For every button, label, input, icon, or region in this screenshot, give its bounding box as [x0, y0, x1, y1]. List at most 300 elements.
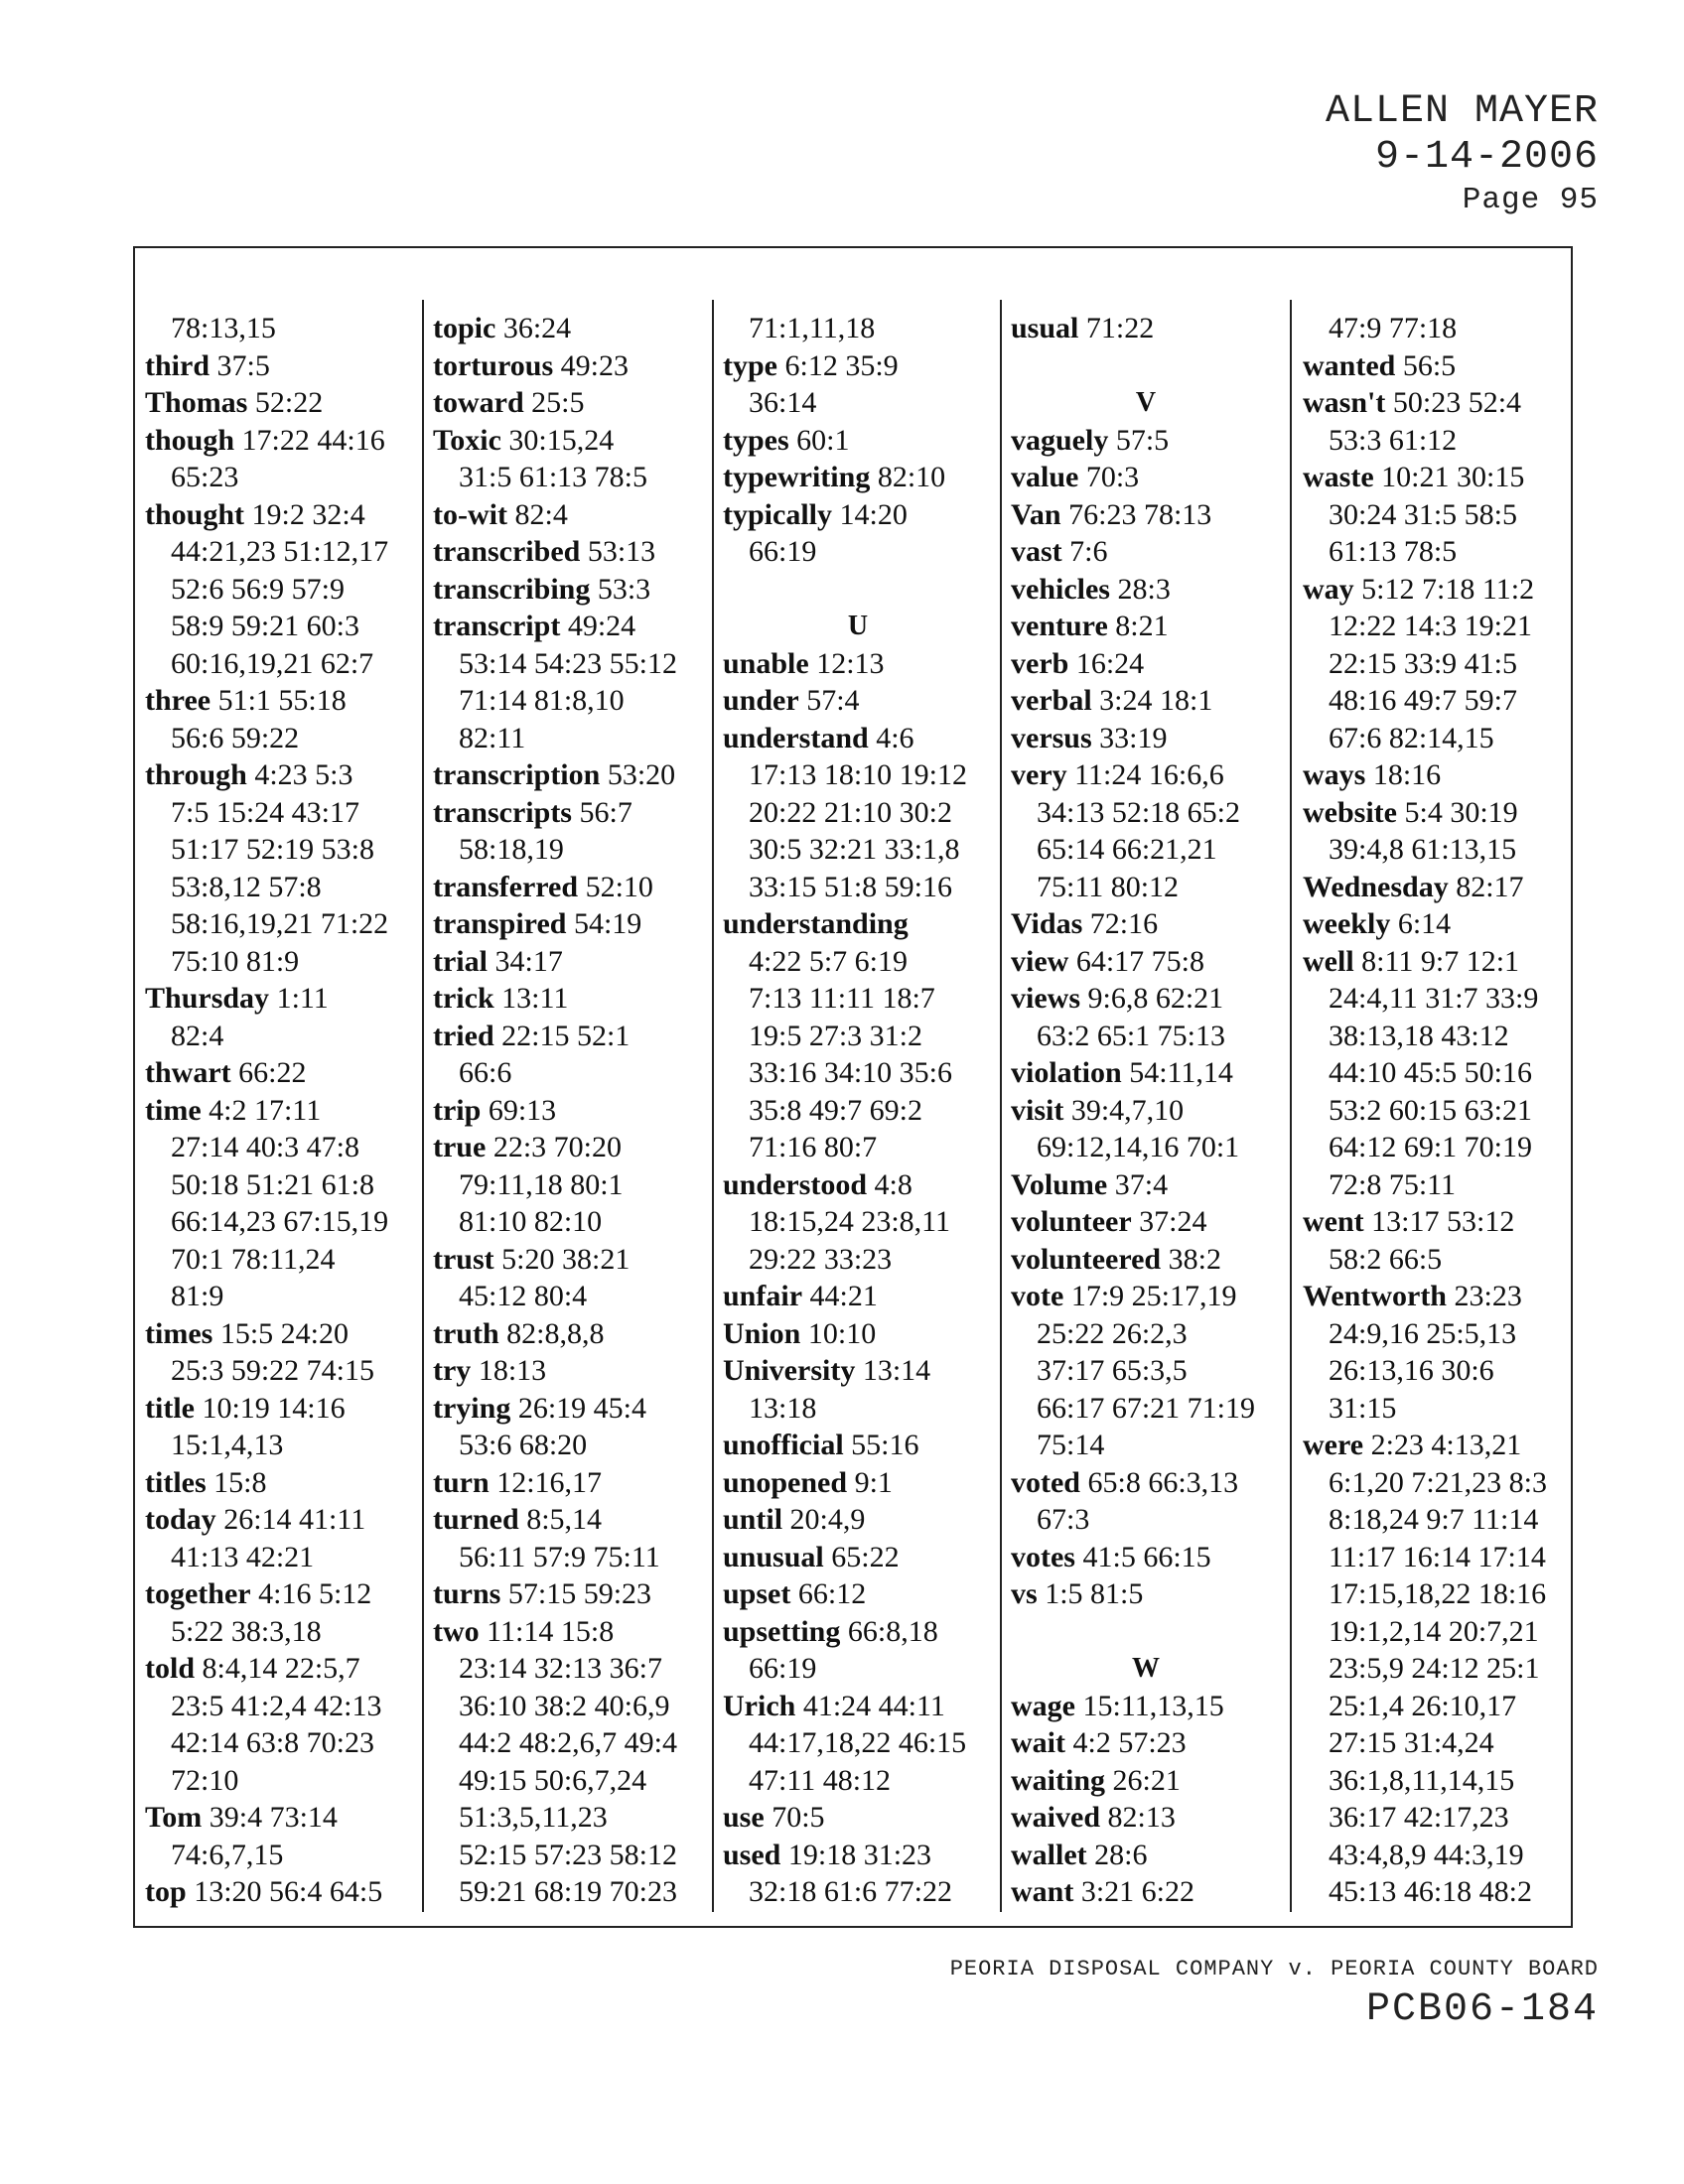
page-line-refs: 54:19 [573, 907, 642, 940]
index-term: wallet [1011, 1838, 1087, 1871]
index-continuation: 33:15 51:8 59:16 [749, 870, 953, 903]
index-entry [433, 756, 703, 794]
index-continuation: 7:13 11:11 18:7 [749, 982, 935, 1015]
index-term: Thomas [145, 386, 248, 419]
index-term: transpired [433, 907, 567, 940]
page-line-refs: 8:11 9:7 12:1 [1361, 944, 1520, 978]
index-entry [145, 1315, 415, 1353]
index-continuation: 63:2 65:1 75:13 [1037, 1019, 1226, 1052]
index-entry [433, 1390, 703, 1428]
index-term: views [1011, 982, 1080, 1015]
index-continuation: 75:10 81:9 [171, 944, 300, 978]
index-term: true [433, 1131, 487, 1163]
page-line-refs: 23:23 [1454, 1280, 1522, 1312]
index-continuation: 44:17,18,22 46:15 [749, 1726, 967, 1759]
page-line-refs: 37:24 [1139, 1205, 1207, 1238]
index-entry [723, 1575, 993, 1613]
page-line-refs: 19:18 31:23 [787, 1838, 932, 1871]
index-term: today [145, 1503, 216, 1536]
index-column-1 [145, 310, 415, 1911]
page-line-refs: 14:20 [839, 497, 908, 531]
index-term: typewriting [723, 461, 871, 493]
index-term: Union [723, 1316, 801, 1350]
index-continuation: 36:17 42:17,23 [1329, 1801, 1509, 1834]
page-line-refs: 10:19 14:16 [202, 1391, 346, 1425]
index-entry [1011, 1837, 1281, 1874]
index-entry [1011, 608, 1281, 645]
index-term: unable [723, 646, 809, 680]
index-entry [1011, 533, 1281, 571]
index-continuation: 67:3 [1037, 1503, 1090, 1536]
index-entry [1011, 1799, 1281, 1837]
index-entry [723, 905, 993, 943]
index-entry [723, 1352, 993, 1390]
page-line-refs: 54:11,14 [1129, 1056, 1233, 1089]
index-entry [1011, 720, 1281, 757]
index-term: thought [145, 497, 245, 531]
index-entry [723, 1427, 993, 1464]
index-continuation: 39:4,8 61:13,15 [1329, 833, 1517, 866]
index-term: Thursday [145, 982, 270, 1015]
index-column-3 [723, 310, 993, 1911]
index-term: Toxic [433, 423, 501, 457]
index-entry [1303, 347, 1573, 385]
index-entry [1011, 645, 1281, 683]
index-term: upsetting [723, 1614, 841, 1648]
index-continuation: 58:16,19,21 71:22 [171, 907, 389, 940]
index-continuation: 27:14 40:3 47:8 [171, 1131, 360, 1163]
index-continuation: 43:4,8,9 44:3,19 [1329, 1838, 1524, 1871]
index-entry [433, 496, 703, 534]
page-line-refs: 13:20 56:4 64:5 [194, 1875, 383, 1908]
page-line-refs: 30:15,24 [508, 423, 615, 457]
index-term: vehicles [1011, 572, 1110, 606]
page-line-refs: 12:13 [816, 646, 885, 680]
index-continuation: 75:14 [1037, 1429, 1105, 1461]
page-line-refs: 37:5 [216, 348, 270, 382]
index-entry [433, 1464, 703, 1502]
index-entry [1303, 869, 1573, 906]
index-term: titles [145, 1465, 207, 1499]
index-continuation: 49:15 50:6,7,24 [459, 1763, 647, 1797]
section-letter-heading: W [1132, 1653, 1160, 1684]
index-term: to-wit [433, 497, 507, 531]
index-entry [433, 980, 703, 1018]
index-entry [723, 1539, 993, 1576]
page-line-refs: 57:4 [806, 684, 860, 717]
index-continuation: 35:8 49:7 69:2 [749, 1093, 923, 1127]
page-line-refs: 18:16 [1372, 758, 1442, 791]
index-term: Wednesday [1303, 870, 1449, 903]
index-entry [723, 1688, 993, 1725]
index-continuation: 19:1,2,14 20:7,21 [1329, 1614, 1539, 1648]
index-entry [145, 980, 415, 1018]
index-term: transcripts [433, 795, 572, 829]
page-line-refs: 15:5 24:20 [219, 1316, 349, 1350]
index-term: Wentworth [1303, 1280, 1447, 1312]
index-entry [433, 1018, 703, 1055]
index-term: understanding [723, 907, 909, 940]
page-line-refs: 3:21 6:22 [1080, 1875, 1195, 1908]
index-term: transcript [433, 610, 561, 642]
index-continuation: 56:6 59:22 [171, 721, 300, 754]
page-line-refs: 65:22 [831, 1540, 900, 1573]
index-entry [1011, 1575, 1281, 1613]
index-term: turned [433, 1503, 519, 1536]
index-entry [145, 756, 415, 794]
page-line-refs: 5:12 7:18 11:2 [1361, 572, 1535, 606]
index-term: title [145, 1391, 195, 1425]
index-entry [723, 682, 993, 720]
index-entry [145, 1799, 415, 1837]
index-term: way [1303, 572, 1354, 606]
index-continuation: 71:1,11,18 [749, 312, 876, 344]
page-line-refs: 26:21 [1112, 1763, 1181, 1797]
index-term: waived [1011, 1801, 1100, 1834]
index-continuation: 47:9 77:18 [1329, 312, 1458, 344]
index-term: versus [1011, 721, 1092, 754]
index-continuation: 58:9 59:21 60:3 [171, 610, 360, 642]
index-term: unusual [723, 1540, 824, 1573]
index-entry [1011, 1092, 1281, 1130]
page-line-refs: 49:24 [567, 610, 636, 642]
page-line-refs: 34:17 [494, 944, 563, 978]
index-entry [723, 1278, 993, 1315]
index-entry [433, 1129, 703, 1166]
index-term: transcription [433, 758, 601, 791]
page-line-refs: 6:12 35:9 [784, 348, 899, 382]
index-continuation: 45:12 80:4 [459, 1280, 588, 1312]
index-entry [723, 645, 993, 683]
page-line-refs: 4:8 [874, 1167, 912, 1201]
column-divider [712, 300, 714, 1912]
index-continuation: 32:18 61:6 77:22 [749, 1875, 953, 1908]
page-line-refs: 9:6,8 62:21 [1087, 982, 1224, 1015]
index-continuation: 69:12,14,16 70:1 [1037, 1131, 1240, 1163]
index-entry [1303, 571, 1573, 609]
page-line-refs: 28:6 [1094, 1838, 1148, 1871]
index-term: time [145, 1093, 202, 1127]
index-term: wanted [1303, 348, 1396, 382]
index-continuation: 20:22 21:10 30:2 [749, 795, 953, 829]
index-continuation: 64:12 69:1 70:19 [1329, 1131, 1533, 1163]
index-continuation: 17:13 18:10 19:12 [749, 758, 968, 791]
index-entry [723, 1464, 993, 1502]
index-entry [1011, 1203, 1281, 1241]
index-term: transcribed [433, 535, 581, 568]
page-line-refs: 44:21 [809, 1280, 878, 1312]
index-continuation: 70:1 78:11,24 [171, 1242, 336, 1276]
index-entry [723, 1837, 993, 1874]
index-continuation: 31:5 61:13 78:5 [459, 461, 648, 493]
index-continuation: 25:22 26:2,3 [1037, 1316, 1188, 1350]
page-line-refs: 70:3 [1085, 461, 1140, 493]
index-term: toward [433, 386, 524, 419]
index-term: trip [433, 1093, 482, 1127]
page-line-refs: 13:17 53:12 [1371, 1205, 1515, 1238]
index-term: vote [1011, 1280, 1064, 1312]
page-line-refs: 66:8,18 [847, 1614, 938, 1648]
index-continuation: 81:9 [171, 1280, 224, 1312]
index-continuation: 58:18,19 [459, 833, 564, 866]
index-entry [1011, 682, 1281, 720]
page-line-refs: 66:22 [238, 1056, 307, 1089]
index-continuation: 24:9,16 25:5,13 [1329, 1316, 1517, 1350]
index-continuation: 58:2 66:5 [1329, 1242, 1443, 1276]
page-line-refs: 7:6 [1069, 535, 1108, 568]
index-term: typically [723, 497, 832, 531]
page-line-refs: 71:22 [1085, 312, 1155, 344]
index-continuation: 66:17 67:21 71:19 [1037, 1391, 1256, 1425]
index-entry [433, 1501, 703, 1539]
index-term: told [145, 1652, 196, 1685]
page-line-refs: 53:3 [597, 572, 651, 606]
index-entry [1011, 980, 1281, 1018]
case-caption: PEORIA DISPOSAL COMPANY v. PEORIA COUNTY BOARD [949, 1957, 1599, 1981]
page-line-refs: 52:10 [585, 870, 653, 903]
index-entry [723, 1166, 993, 1204]
page-line-refs: 57:5 [1115, 423, 1170, 457]
index-entry [1011, 756, 1281, 794]
index-continuation: 82:4 [171, 1019, 224, 1052]
page-line-refs: 38:2 [1168, 1242, 1221, 1276]
index-entry [1303, 1278, 1573, 1315]
page-line-refs: 64:17 75:8 [1075, 944, 1204, 978]
page-line-refs: 37:4 [1114, 1167, 1169, 1201]
index-continuation: 23:5,9 24:12 25:1 [1329, 1652, 1540, 1685]
page-line-refs: 15:11,13,15 [1082, 1689, 1224, 1722]
index-continuation: 8:18,24 9:7 11:14 [1329, 1503, 1539, 1536]
page-line-refs: 39:4 73:14 [209, 1801, 338, 1834]
index-entry [433, 608, 703, 645]
page-line-refs: 57:15 59:23 [507, 1577, 652, 1610]
index-continuation: 61:13 78:5 [1329, 535, 1458, 568]
index-continuation: 29:22 33:23 [749, 1242, 893, 1276]
index-term: website [1303, 795, 1397, 829]
index-entry [433, 384, 703, 422]
index-term: vaguely [1011, 423, 1109, 457]
blank-line [723, 571, 993, 609]
index-continuation: 38:13,18 43:12 [1329, 1019, 1509, 1052]
index-term: upset [723, 1577, 791, 1610]
index-continuation: 26:13,16 30:6 [1329, 1354, 1494, 1387]
page-line-refs: 1:5 81:5 [1045, 1577, 1144, 1610]
page-line-refs: 52:22 [254, 386, 324, 419]
index-continuation: 45:13 46:18 48:2 [1329, 1875, 1533, 1908]
page-line-refs: 36:24 [502, 312, 572, 344]
index-continuation: 71:16 80:7 [749, 1131, 878, 1163]
page-line-refs: 9:1 [854, 1465, 893, 1499]
index-term: view [1011, 944, 1069, 978]
index-term: torturous [433, 348, 554, 382]
index-continuation: 44:21,23 51:12,17 [171, 535, 389, 568]
index-continuation: 53:8,12 57:8 [171, 870, 322, 903]
index-continuation: 79:11,18 80:1 [459, 1167, 624, 1201]
index-continuation: 24:4,11 31:7 33:9 [1329, 982, 1539, 1015]
page-line-refs: 11:14 15:8 [487, 1614, 615, 1648]
index-entry [433, 422, 703, 460]
index-entry [1011, 1278, 1281, 1315]
page-line-refs: 25:5 [531, 386, 585, 419]
index-continuation: 53:6 68:20 [459, 1429, 588, 1461]
index-entry [1011, 459, 1281, 496]
page-line-refs: 13:11 [501, 982, 569, 1015]
index-term: until [723, 1503, 783, 1536]
column-divider [1290, 300, 1292, 1912]
page-line-refs: 56:5 [1402, 348, 1457, 382]
index-continuation: 37:17 65:3,5 [1037, 1354, 1188, 1387]
index-term: Volume [1011, 1167, 1108, 1201]
index-continuation: 19:5 27:3 31:2 [749, 1019, 923, 1052]
index-continuation: 47:11 48:12 [749, 1763, 892, 1797]
index-term: well [1303, 944, 1354, 978]
index-continuation: 34:13 52:18 65:2 [1037, 795, 1241, 829]
deponent-name: ALLEN MAYER [1325, 89, 1599, 134]
index-term: trust [433, 1242, 494, 1276]
index-term: trick [433, 982, 494, 1015]
index-term: transcribing [433, 572, 591, 606]
page-line-refs: 66:12 [797, 1577, 867, 1610]
index-continuation: 78:13,15 [171, 312, 276, 344]
page-line-refs: 17:9 25:17,19 [1070, 1280, 1237, 1312]
page-line-refs: 82:13 [1107, 1801, 1176, 1834]
index-term: weekly [1303, 907, 1391, 940]
page-line-refs: 5:20 38:21 [501, 1242, 631, 1276]
page-line-refs: 82:4 [514, 497, 568, 531]
index-term: topic [433, 312, 496, 344]
index-continuation: 65:23 [171, 461, 239, 493]
index-continuation: 52:6 56:9 57:9 [171, 572, 346, 606]
page-line-refs: 4:2 17:11 [209, 1093, 322, 1127]
index-continuation: 51:3,5,11,23 [459, 1801, 608, 1834]
page-line-refs: 33:19 [1099, 721, 1168, 754]
index-entry [723, 496, 993, 534]
index-term: trying [433, 1391, 511, 1425]
index-entry [433, 1352, 703, 1390]
index-entry [145, 496, 415, 534]
page-line-refs: 4:16 5:12 [258, 1577, 372, 1610]
index-term: were [1303, 1429, 1364, 1461]
index-term: unfair [723, 1280, 803, 1312]
index-term: University [723, 1354, 856, 1387]
index-term: type [723, 348, 777, 382]
page-line-refs: 16:24 [1075, 646, 1145, 680]
index-term: usual [1011, 312, 1079, 344]
index-term: turn [433, 1465, 490, 1499]
index-term: three [145, 684, 211, 717]
index-entry [1303, 756, 1573, 794]
index-term: waiting [1011, 1763, 1106, 1797]
index-continuation: 71:14 81:8,10 [459, 684, 625, 717]
page-line-refs: 82:8,8,8 [506, 1316, 605, 1350]
index-continuation: 53:3 61:12 [1329, 423, 1458, 457]
index-continuation: 7:5 15:24 43:17 [171, 795, 360, 829]
index-term: together [145, 1577, 251, 1610]
index-entry [1303, 794, 1573, 832]
index-entry [433, 1315, 703, 1353]
index-continuation: 15:1,4,13 [171, 1429, 284, 1461]
index-entry [723, 1613, 993, 1651]
index-entry [1303, 905, 1573, 943]
index-entry [1011, 1464, 1281, 1502]
index-continuation: 42:14 63:8 70:23 [171, 1726, 375, 1759]
section-letter-heading: V [1135, 387, 1157, 418]
page-line-refs: 50:23 52:4 [1392, 386, 1522, 419]
index-term: transferred [433, 870, 579, 903]
index-entry [1011, 1724, 1281, 1762]
deposition-date: 9-14-2006 [1374, 135, 1599, 180]
page-line-refs: 5:4 30:19 [1404, 795, 1518, 829]
page-line-refs: 1:11 [276, 982, 329, 1015]
index-entry [433, 869, 703, 906]
index-entry [1011, 1762, 1281, 1800]
page-line-refs: 69:13 [488, 1093, 557, 1127]
index-continuation: 12:22 14:3 19:21 [1329, 610, 1533, 642]
index-entry [145, 1575, 415, 1613]
index-term: tried [433, 1019, 494, 1052]
page-line-refs: 51:1 55:18 [217, 684, 347, 717]
index-continuation: 56:11 57:9 75:11 [459, 1540, 660, 1573]
index-entry [433, 1613, 703, 1651]
index-entry [723, 459, 993, 496]
index-term: Urich [723, 1689, 796, 1722]
index-term: ways [1303, 758, 1366, 791]
index-continuation: 59:21 68:19 70:23 [459, 1875, 678, 1908]
page-line-refs: 18:13 [478, 1354, 547, 1387]
page-line-refs: 20:4,9 [789, 1503, 866, 1536]
index-term: vast [1011, 535, 1062, 568]
index-entry [145, 384, 415, 422]
page-line-refs: 82:17 [1456, 870, 1524, 903]
index-entry [433, 1575, 703, 1613]
page-line-refs: 13:14 [862, 1354, 931, 1387]
index-entry [1303, 459, 1573, 496]
index-term: Van [1011, 497, 1061, 531]
index-entry [433, 571, 703, 609]
index-continuation: 48:16 49:7 59:7 [1329, 684, 1518, 717]
page-line-refs: 53:13 [587, 535, 656, 568]
index-continuation: 4:22 5:7 6:19 [749, 944, 909, 978]
page-line-refs: 12:16,17 [496, 1465, 603, 1499]
case-number: PCB06-184 [1365, 1987, 1599, 2032]
page-line-refs: 6:14 [1397, 907, 1452, 940]
index-entry [1011, 943, 1281, 981]
index-term: venture [1011, 610, 1108, 642]
index-term: truth [433, 1316, 499, 1350]
index-term: through [145, 758, 247, 791]
index-column-2 [433, 310, 703, 1911]
index-entry [145, 1054, 415, 1092]
index-continuation: 53:2 60:15 63:21 [1329, 1093, 1533, 1127]
index-term: violation [1011, 1056, 1122, 1089]
index-continuation: 13:18 [749, 1391, 817, 1425]
page-line-refs: 82:10 [877, 461, 946, 493]
page-line-refs: 41:24 44:11 [802, 1689, 945, 1722]
index-continuation: 6:1,20 7:21,23 8:3 [1329, 1465, 1548, 1499]
index-continuation: 51:17 52:19 53:8 [171, 833, 375, 866]
section-letter-heading: U [847, 611, 869, 641]
index-term: wasn't [1303, 386, 1386, 419]
page-line-refs: 10:21 30:15 [1381, 461, 1525, 493]
page-line-refs: 53:20 [607, 758, 676, 791]
page-line-refs: 22:15 52:1 [501, 1019, 631, 1052]
index-continuation: 65:14 66:21,21 [1037, 833, 1217, 866]
index-continuation: 17:15,18,22 18:16 [1329, 1577, 1547, 1610]
index-entry [145, 1092, 415, 1130]
index-entry [1303, 1427, 1573, 1464]
page-line-refs: 4:6 [876, 721, 914, 754]
index-entry [433, 943, 703, 981]
